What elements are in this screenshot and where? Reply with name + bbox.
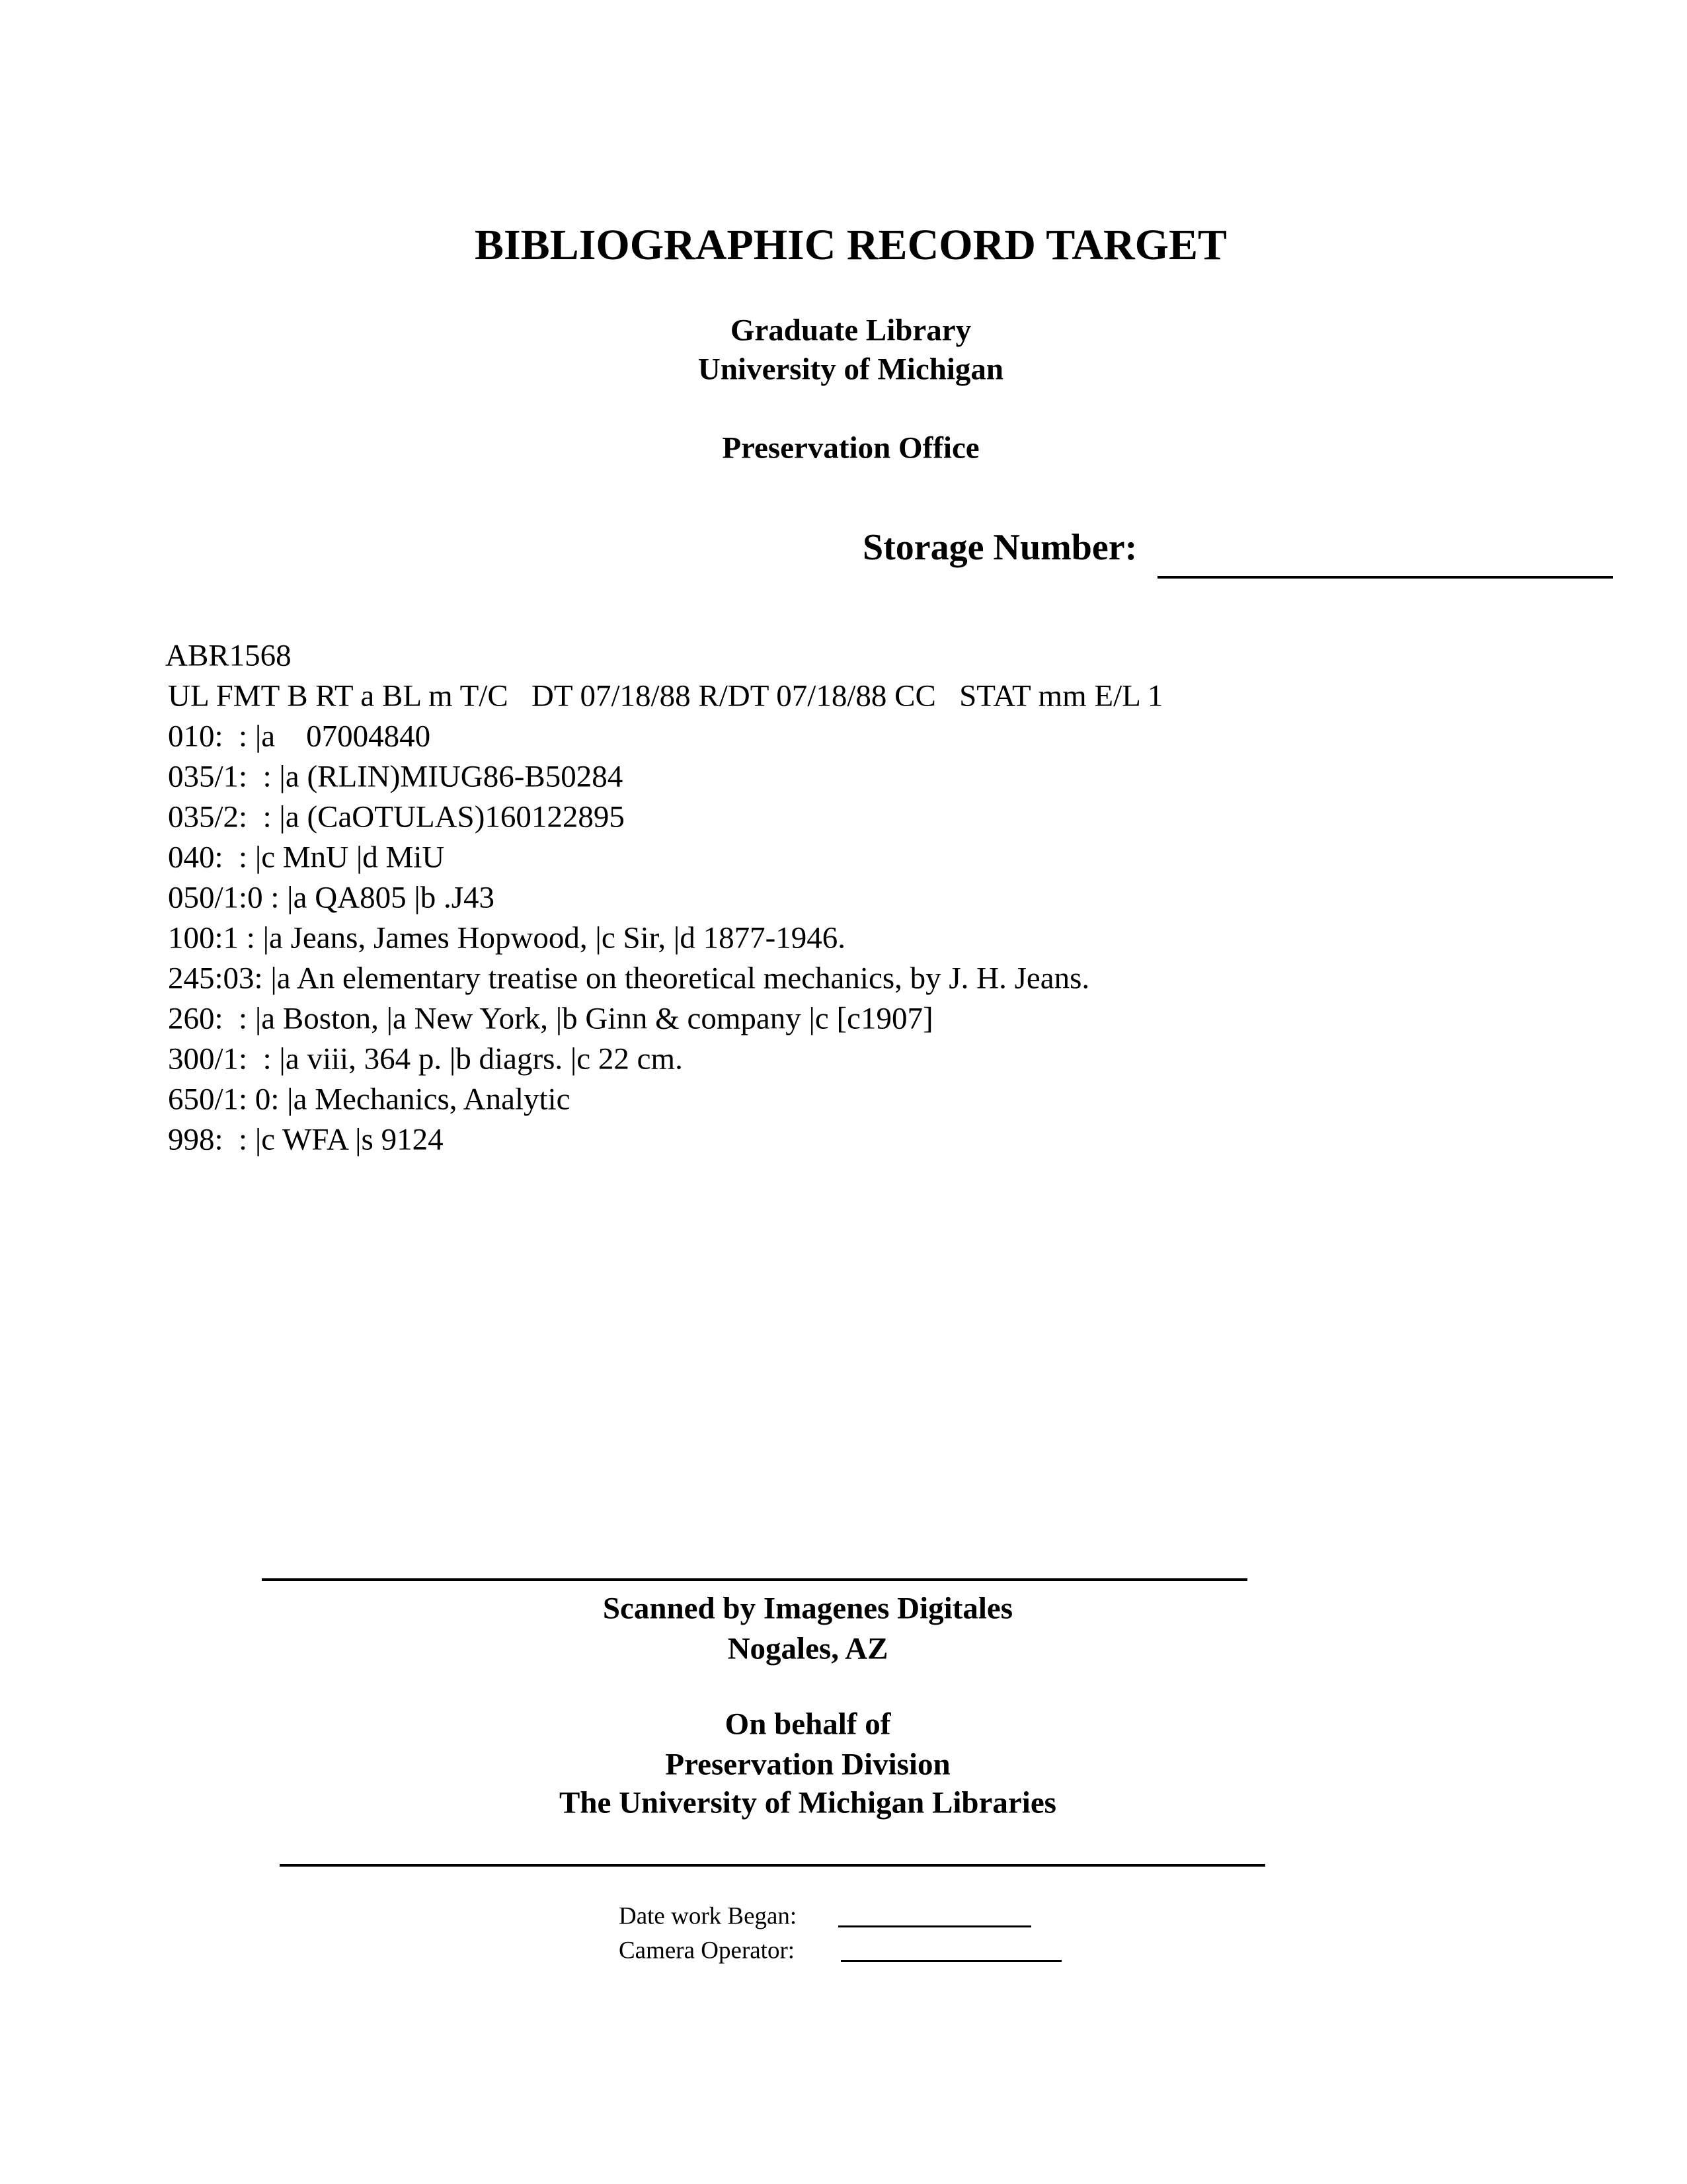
page-title: BIBLIOGRAPHIC RECORD TARGET (474, 221, 1228, 269)
scan-location: Nogales, AZ (727, 1631, 888, 1666)
divider-top (262, 1578, 1247, 1581)
record-field: 035/1: : |a (RLIN)MIUG86-B50284 (168, 759, 623, 794)
camera-operator-label: Camera Operator: (619, 1937, 795, 1964)
on-behalf-of: On behalf of (725, 1707, 891, 1742)
record-field: 035/2: : |a (CaOTULAS)160122895 (168, 799, 625, 834)
library-name: Graduate Library (730, 313, 972, 348)
record-field: 100:1 : |a Jeans, James Hopwood, |c Sir, |d 1877-1946. (168, 920, 845, 955)
record-field: 650/1: 0: |a Mechanics, Analytic (168, 1082, 570, 1117)
camera-operator-line (841, 1960, 1062, 1962)
record-field: UL FMT B RT a BL m T/C DT 07/18/88 R/DT 07/18/88 CC STAT mm E/L 1 (168, 678, 1163, 713)
record-field: 040: : |c MnU |d MiU (168, 840, 445, 875)
record-field: 245:03: |a An elementary treatise on theoretical mechanics, by J. H. Jeans. (168, 961, 1090, 996)
date-work-began-line (838, 1925, 1031, 1927)
office-name: Preservation Office (722, 430, 980, 465)
record-field: 050/1:0 : |a QA805 |b .J43 (168, 880, 495, 915)
libraries-name: The University of Michigan Libraries (559, 1785, 1056, 1820)
record-field: 998: : |c WFA |s 9124 (168, 1122, 444, 1157)
storage-number-label: Storage Number: (863, 527, 1138, 568)
record-field: 260: : |a Boston, |a New York, |b Ginn & company |c [c1907] (168, 1001, 933, 1036)
storage-number-line (1157, 576, 1613, 579)
university-name: University of Michigan (697, 352, 1004, 387)
scanned-by: Scanned by Imagenes Digitales (602, 1591, 1013, 1626)
divider-bottom (280, 1864, 1265, 1867)
date-work-began-label: Date work Began: (619, 1902, 797, 1930)
record-field: 010: : |a 07004840 (168, 719, 431, 754)
record-id: ABR1568 (165, 638, 292, 673)
division-name: Preservation Division (665, 1747, 951, 1782)
record-field: 300/1: : |a viii, 364 p. |b diagrs. |c 22 cm. (168, 1041, 683, 1076)
